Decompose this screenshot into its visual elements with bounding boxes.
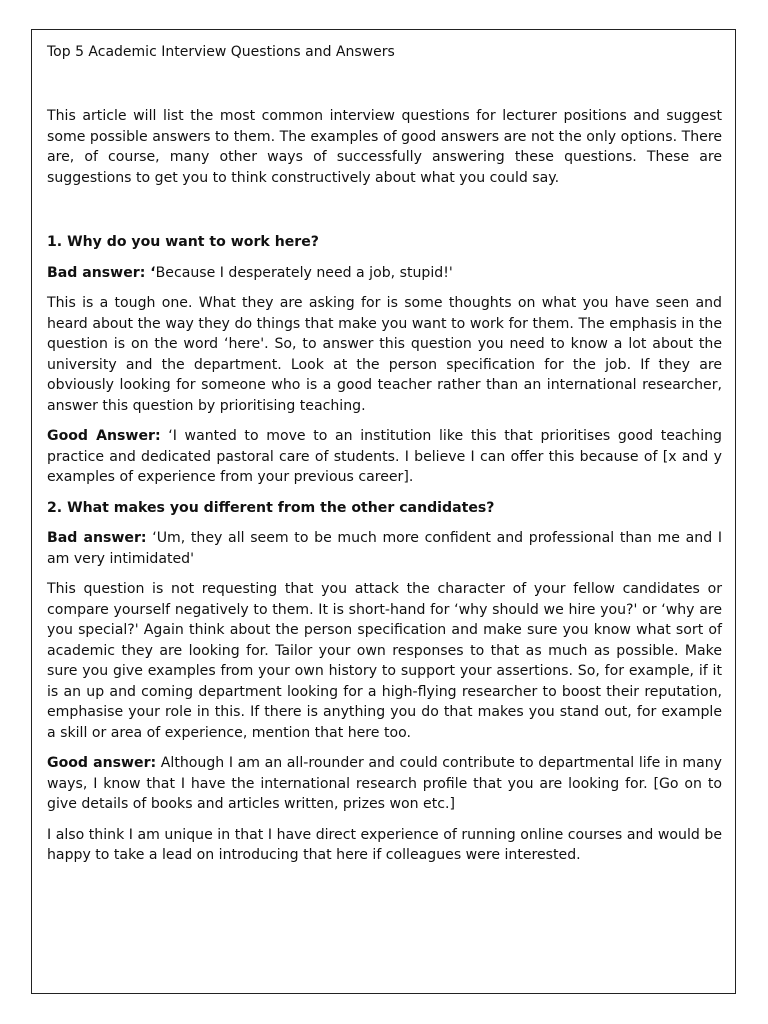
document-title: Top 5 Academic Interview Questions and Answers xyxy=(47,44,395,60)
good-answer-paragraph xyxy=(47,426,722,488)
bad-answer-text: ‘Um, they all seem to be much more confident and professional than me and I am very intimidated' xyxy=(47,530,722,567)
good-answer-paragraph xyxy=(47,753,722,815)
good-answer-label: Good Answer: xyxy=(47,428,161,444)
bad-answer-text: Because I desperately need a job, stupid!' xyxy=(155,264,453,281)
explanation-paragraph: This is a tough one. What they are asking for is some thoughts on what you have seen and heard about the way they do things that make you want to work for them. The emphasis in the question is on the word ‘here'. So, to answer this question you need to know a lot about the university and the department. Look at the person specification for the job. If they are obviously looking for someone who is a good teacher rather than an international researcher, answer this question by prioritising teaching. xyxy=(47,295,722,414)
additional-paragraph: I also think I am unique in that I have direct experience of running online courses and would be happy to take a lead on introducing that here if colleagues were interested. xyxy=(47,826,722,863)
question-section-2 xyxy=(47,498,722,866)
document-page xyxy=(31,29,736,994)
good-answer-label: Good answer: xyxy=(47,755,157,771)
document-content xyxy=(47,42,722,876)
intro-paragraph: This article will list the most common interview questions for lecturer positions and suggest some possible answers to them. The examples of good answers are not the only options. There are, of course, many other ways of successfully answering these questions. These are suggestions to get you to think constructively about what you could say. xyxy=(47,108,722,186)
question-heading: 2. What makes you different from the other candidates? xyxy=(47,499,495,516)
good-answer-text: ‘I wanted to move to an institution like this that prioritises good teaching practice and dedicated pastoral care of students. I believe I can offer this because of [x and y examples of experience from your previous career]. xyxy=(47,428,722,485)
question-section-1 xyxy=(47,232,722,488)
bad-answer-label: Bad answer: ‘ xyxy=(47,264,156,281)
bad-answer-paragraph xyxy=(47,528,722,569)
bad-answer-paragraph xyxy=(47,263,722,284)
bad-answer-label: Bad answer: xyxy=(47,530,147,546)
question-heading: 1. Why do you want to work here? xyxy=(47,234,319,250)
explanation-paragraph: This question is not requesting that you attack the character of your fellow candidates or compare yourself negatively to them. It is short-hand for ‘why should we hire you?' or ‘why are you special?' Again think about the person specification and make sure you know what sort of academic they are looking for. Tailor your own responses to that as much as possible. Make sure you give examples from your own history to support your assertions. So, for example, if it is an up and coming department looking for a high-flying researcher to boost their reputation, emphasise your role in this. If there is anything you do that makes you stand out, for example a skill or area of experience, mention that here too. xyxy=(47,581,722,741)
good-answer-text: Although I am an all-rounder and could contribute to departmental life in many ways, I know that I have the international research profile that you are looking for. [Go on to give details of books and articles written, prizes won etc.] xyxy=(47,755,723,812)
